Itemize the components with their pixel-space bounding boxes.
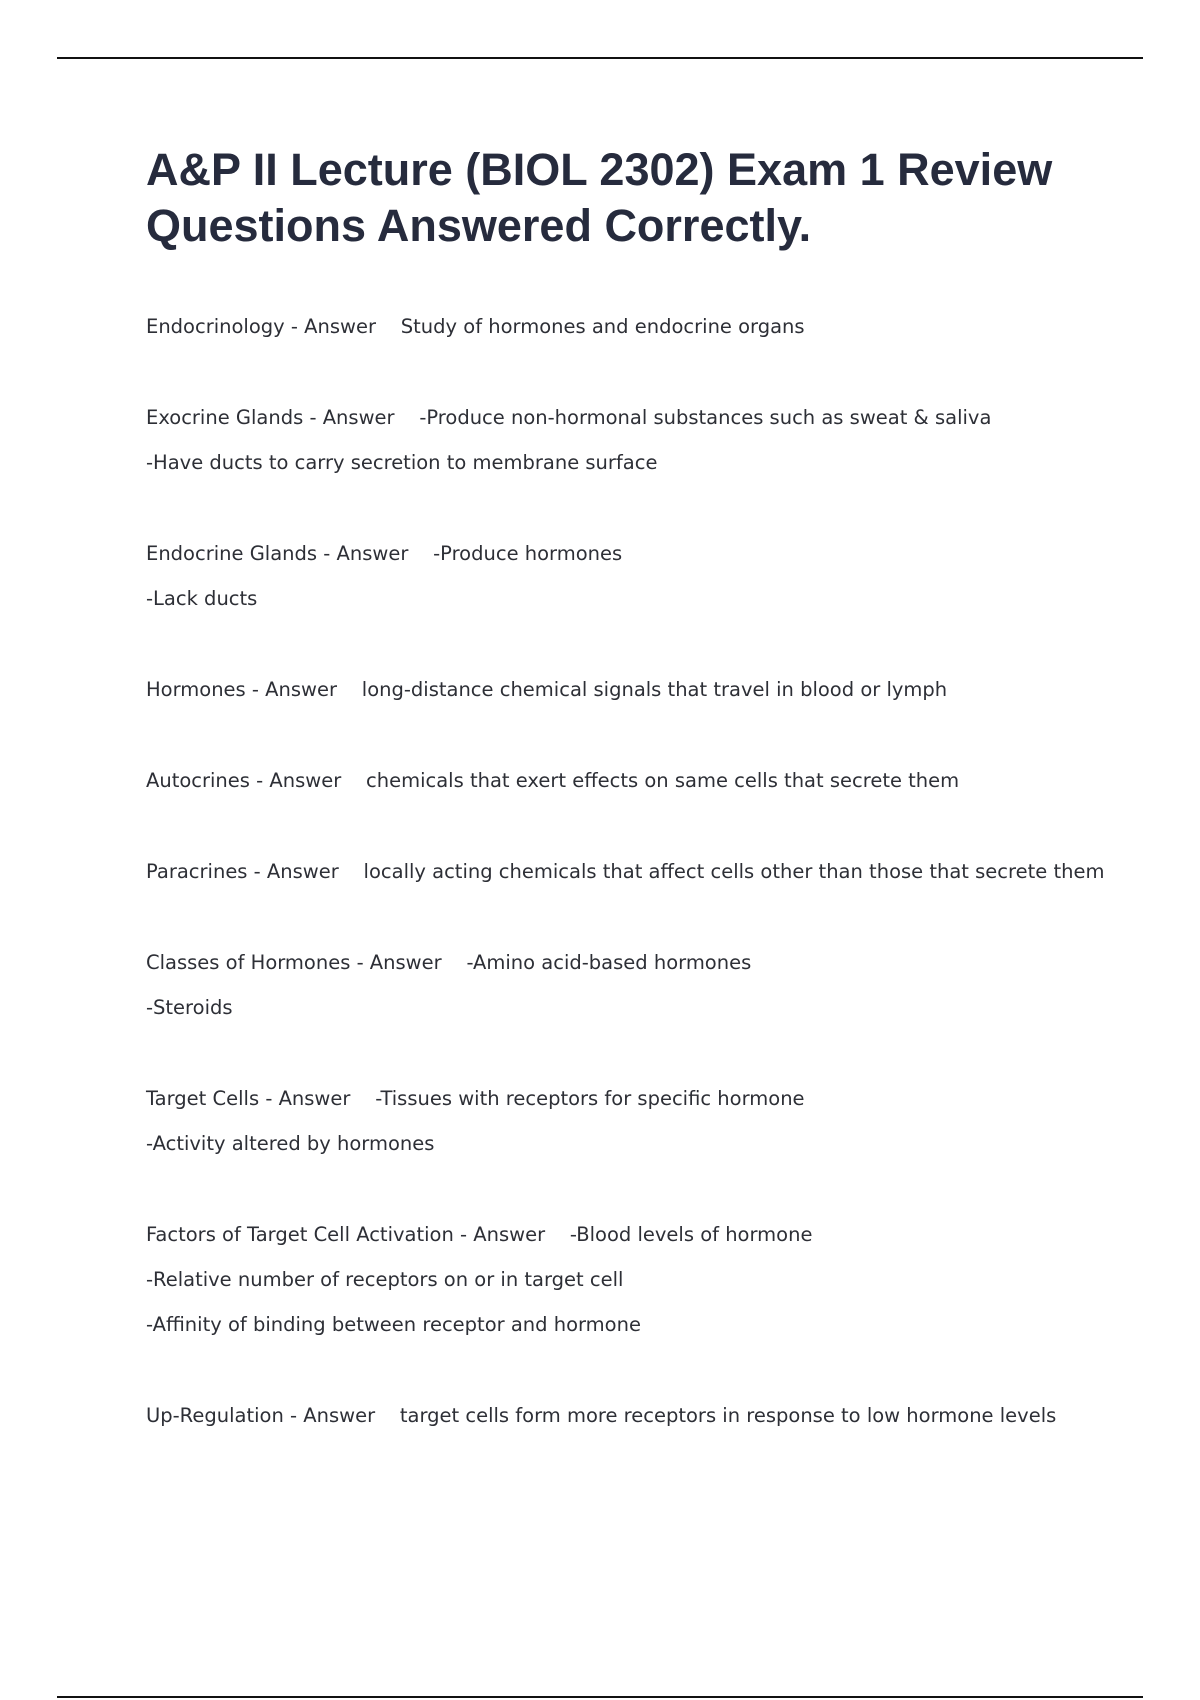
qa-answer-line: -Steroids: [146, 996, 233, 1019]
qa-entry: [146, 849, 1105, 894]
answer-separator: - Answer: [247, 860, 364, 883]
qa-answer-line: locally acting chemicals that affect cells other than those that secrete them: [363, 860, 1105, 883]
bottom-rule: [57, 1696, 1143, 1698]
qa-term: Endocrine Glands: [146, 542, 318, 565]
qa-term: Hormones: [146, 678, 246, 701]
qa-answer-line: Study of hormones and endocrine organs: [400, 315, 805, 338]
qa-answer-line: -Blood levels of hormone: [569, 1223, 813, 1246]
answer-separator: - Answer: [303, 406, 420, 429]
document-body: [146, 142, 1105, 1484]
qa-answer-line: long-distance chemical signals that travel in blood or lymph: [361, 678, 948, 701]
qa-entry: [146, 1076, 1086, 1166]
qa-term: Up-Regulation: [146, 1404, 284, 1427]
qa-entry: [146, 395, 1086, 485]
qa-answer-line: -Have ducts to carry secretion to membrane surface: [146, 451, 658, 474]
answer-separator: - Answer: [249, 769, 367, 792]
qa-entry: [146, 667, 1086, 712]
qa-first-line: [146, 1076, 1086, 1121]
qa-answer-line: -Affinity of binding between receptor and hormone: [146, 1313, 641, 1336]
qa-first-line: [146, 758, 1086, 803]
qa-term: Exocrine Glands: [146, 406, 304, 429]
qa-first-line: [146, 849, 1105, 894]
qa-term: Paracrines: [146, 860, 248, 883]
qa-term: Classes of Hormones: [146, 951, 351, 974]
answer-separator: - Answer: [245, 678, 362, 701]
qa-term: Target Cells: [146, 1087, 260, 1110]
qa-answer-line: -Relative number of receptors on or in target cell: [146, 1268, 624, 1291]
qa-term: Factors of Target Cell Activation: [146, 1223, 454, 1246]
answer-separator: - Answer: [317, 542, 434, 565]
qa-entry: [146, 940, 1086, 1030]
qa-first-line: [146, 940, 1086, 985]
answer-separator: - Answer: [350, 951, 467, 974]
qa-entry: [146, 531, 1086, 621]
qa-entry: [146, 1393, 1086, 1438]
qa-answer-line: -Lack ducts: [146, 587, 258, 610]
answer-separator: - Answer: [259, 1087, 376, 1110]
qa-first-line: [146, 395, 1086, 440]
qa-answer-line: -Activity altered by hormones: [146, 1132, 435, 1155]
qa-term: Endocrinology: [146, 315, 285, 338]
document-title: A&P II Lecture (BIOL 2302) Exam 1 Review Questions Answered Correctly.: [146, 144, 1053, 251]
qa-entry: [146, 1212, 1086, 1347]
top-rule: [57, 57, 1143, 59]
qa-answer-line: chemicals that exert effects on same cells that secrete them: [366, 769, 960, 792]
answer-separator: - Answer: [284, 315, 401, 338]
qa-answer-line: -Amino acid-based hormones: [466, 951, 752, 974]
qa-first-line: [146, 1393, 1086, 1438]
qa-entry: [146, 758, 1086, 803]
qa-first-line: [146, 667, 1086, 712]
qa-answer-line: target cells form more receptors in response to low hormone levels: [399, 1404, 1057, 1427]
qa-answer-line: -Produce hormones: [433, 542, 623, 565]
qa-answer-line: -Produce non-hormonal substances such as sweat & saliva: [419, 406, 992, 429]
qa-term: Autocrines: [146, 769, 250, 792]
qa-first-line: [146, 304, 1086, 349]
answer-separator: - Answer: [283, 1404, 400, 1427]
qa-answer-line: -Tissues with receptors for specific hormone: [375, 1087, 805, 1110]
qa-first-line: [146, 531, 1086, 576]
answer-separator: - Answer: [453, 1223, 570, 1246]
qa-first-line: [146, 1212, 1086, 1257]
qa-entry: [146, 304, 1086, 349]
